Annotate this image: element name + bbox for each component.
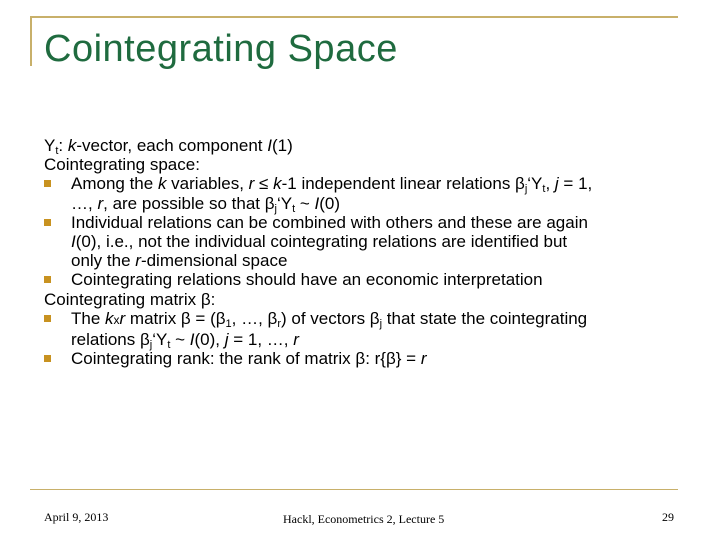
bullet-continuation: only the r-dimensional space [71,251,288,271]
bullet-marker [44,315,51,322]
bullet-item: Individual relations can be combined with others and these are again [44,213,694,232]
page-number: 29 [662,510,674,524]
text-line: Cointegrating space: [44,155,200,175]
left-rule [30,16,32,66]
footer-date: April 9, 2013 [44,510,109,524]
text-line: Cointegrating matrix β: [44,289,216,309]
bullet-item: Cointegrating relations should have an economic interpretation [44,270,694,289]
bullet-item: Among the k variables, r ≤ k-1 independent linear relations $\beta_j‘Y_t$, j = 1, [44,174,694,193]
top-rule [30,16,678,18]
footer-course: Hackl, Econometrics 2, Lecture 5 [283,512,445,526]
bullet-continuation: …, r, are possible so that $\beta_j‘Y_t$ ~ I(0) [71,193,341,215]
bullet-marker [44,219,51,226]
bullet-continuation: relations $\beta_j‘Y_t$ ~ I(0), j = 1, …, r [71,330,299,352]
footer-rule [30,489,678,490]
bullet-continuation: I(0), i.e., not the individual cointegrating relations are identified but [71,232,568,252]
slide-body [44,136,694,368]
bullet-marker [44,355,51,362]
bullet-marker [44,276,51,283]
bullet-item: The kxr matrix $\beta = (\beta_1$, …, $\beta_r$) of vectors $\beta_j$ that state the cointegrating [44,309,694,330]
bullet-marker [44,180,51,187]
text-line: $Y_t$: k-vector, each component I(1) [44,136,293,157]
slide-title: Cointegrating Space [44,28,398,70]
bullet-item: Cointegrating rank: the rank of matrix β: r{β} = r [44,349,694,368]
